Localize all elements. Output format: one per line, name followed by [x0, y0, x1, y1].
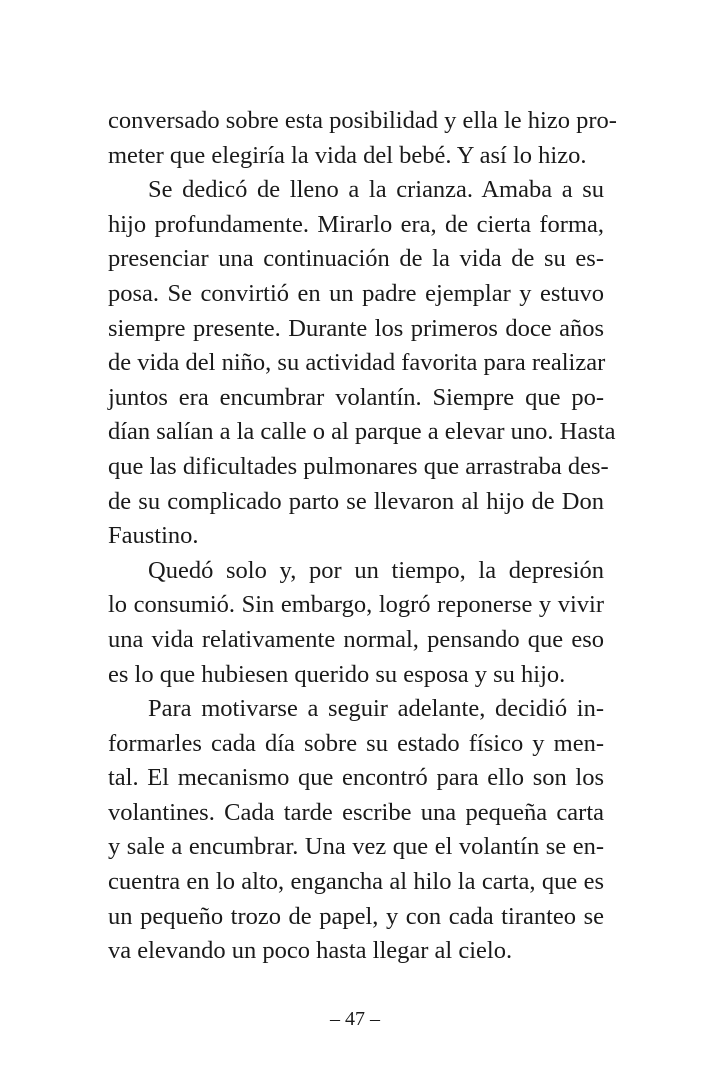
paragraph: [108, 104, 617, 173]
text-line: posa. Se convirtió en un padre ejemplar y estuvo: [108, 279, 604, 307]
text-line: un pequeño trozo de papel, y con cada tiranteo se: [108, 902, 604, 930]
text-line: de su complicado parto se llevaron al hijo de Don: [108, 487, 604, 515]
text-line: volantines. Cada tarde escribe una pequeña carta: [108, 798, 604, 826]
paragraph: [108, 554, 604, 692]
text-line: Quedó solo y, por un tiempo, la depresión: [148, 556, 604, 584]
text-line: hijo profundamente. Mirarlo era, de cierta forma,: [108, 210, 604, 238]
text-line: Se dedicó de lleno a la crianza. Amaba a su: [148, 176, 604, 204]
text-line: dían salían a la calle o al parque a elevar uno. Hasta: [108, 418, 616, 446]
body-text: [108, 104, 617, 969]
text-line: va elevando un poco hasta llegar al cielo.: [108, 937, 513, 965]
text-line: cuentra en lo alto, engancha al hilo la carta, que es: [108, 868, 604, 896]
text-line: es lo que hubiesen querido su esposa y su hijo.: [108, 660, 566, 688]
text-line: presenciar una continuación de la vida de su es-: [108, 245, 604, 273]
text-line: conversado sobre esta posibilidad y ella le hizo pro-: [108, 107, 617, 134]
paragraph: [108, 173, 616, 554]
text-line: y sale a encumbrar. Una vez que el volantín se en-: [108, 833, 604, 861]
paragraph: [108, 692, 604, 969]
text-line: que las dificultades pulmonares que arrastraba des-: [108, 452, 609, 480]
text-line: juntos era encumbrar volantín. Siempre que po-: [108, 383, 604, 411]
text-line: lo consumió. Sin embargo, logró reponerse y vivir: [108, 591, 604, 619]
text-line: de vida del niño, su actividad favorita para realizar: [108, 349, 606, 377]
text-line: Para motivarse a seguir adelante, decidió in-: [148, 695, 604, 723]
text-line: meter que elegiría la vida del bebé. Y así lo hizo.: [108, 141, 587, 169]
page-number: – 47 –: [330, 1008, 380, 1030]
text-line: una vida relativamente normal, pensando que eso: [108, 625, 604, 653]
text-line: siempre presente. Durante los primeros doce años: [108, 314, 604, 342]
text-line: formarles cada día sobre su estado físico y men-: [108, 729, 604, 757]
text-line: tal. El mecanismo que encontró para ello son los: [108, 764, 604, 792]
text-line: Faustino.: [108, 522, 199, 550]
